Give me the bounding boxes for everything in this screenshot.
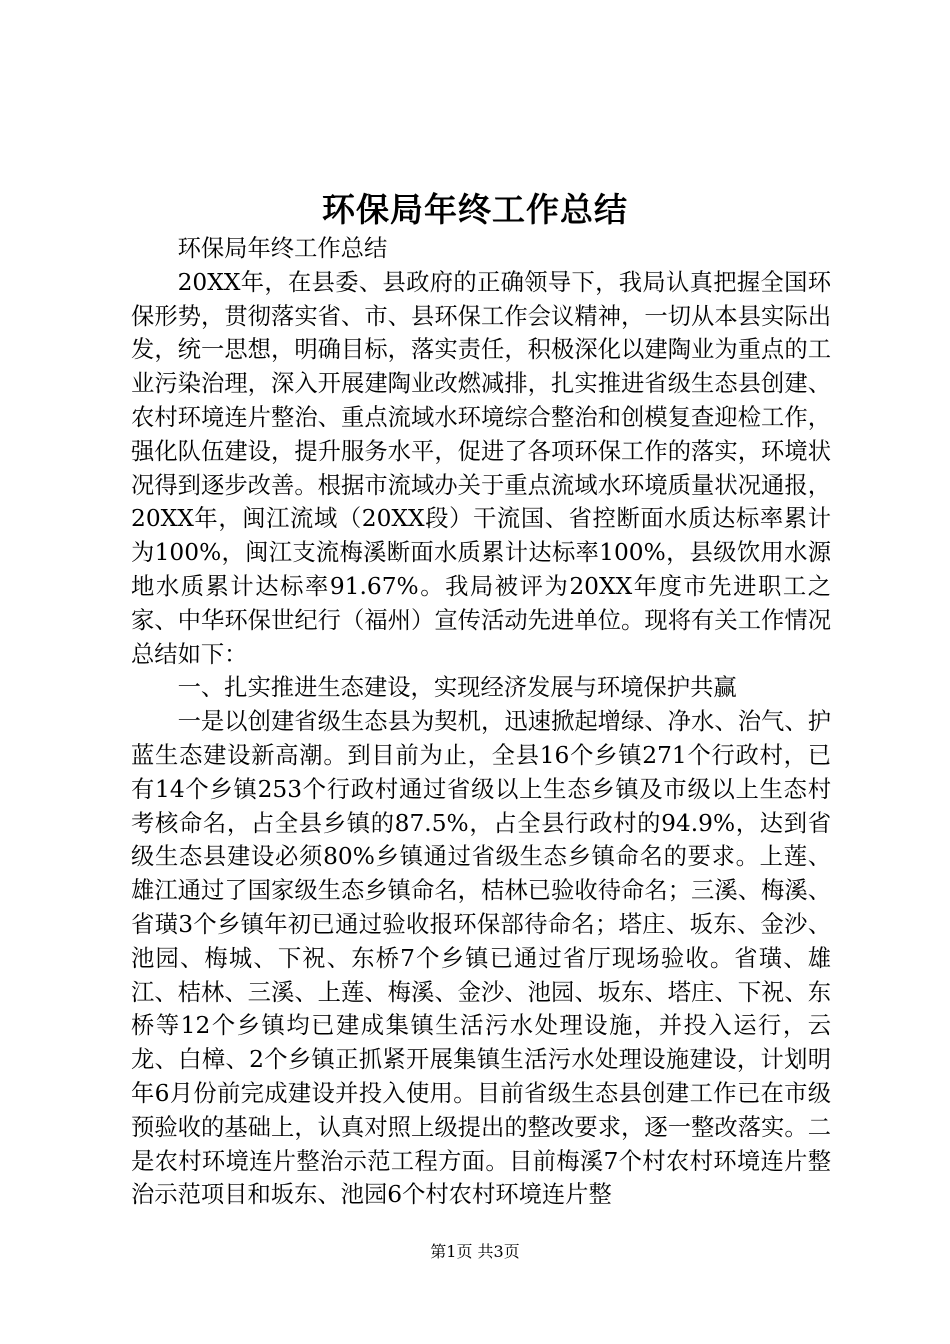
page-footer: 第1页 共3页 <box>430 1242 520 1261</box>
section-heading: 一、扎实推进生态建设，实现经济发展与环境保护共赢 <box>177 674 737 702</box>
intro-paragraph: 20XX年，在县委、县政府的正确领导下，我局认真把握全国环保形势，贯彻落实省、市、县环保工作会议精神，一切从本县实际出发，统一思想，明确目标，落实责任，积极深化以建陶业为重点的工业污染治理，深入开展建陶业改燃减排，扎实推进省级生态县创建、农村环境连片整治、重点流域水环境综合整治和创模复查迎检工作，强化队伍建设，提升服务水平，促进了各项环保工作的落实，环境状况得到逐步改善。根据市流域办关于重点流域水环境质量状况通报，20XX年，闽江流域（20XX段）干流国、省控断面水质达标率累计为100%，闽江支流梅溪断面水质累计达标率100%，县级饮用水源地水质累计达标率91.67%。我局被评为20XX年度市先进职工之家、中华环保世纪行（福州）宣传活动先进单位。现将有关工作情况总结如下： <box>131 268 831 668</box>
document-title: 环保局年终工作总结 <box>322 190 628 229</box>
document-body <box>131 232 831 1212</box>
body-paragraph: 一是以创建省级生态县为契机，迅速掀起增绿、净水、治气、护蓝生态建设新高潮。到目前为止，全县16个乡镇271个行政村，已有14个乡镇253个行政村通过省级以上生态乡镇及市级以上生态村考核命名，占全县乡镇的87.5%，占全县行政村的94.9%，达到省级生态县建设必须80%乡镇通过省级生态乡镇命名的要求。上莲、雄江通过了国家级生态乡镇命名，桔林已验收待命名；三溪、梅溪、省璜3个乡镇年初已通过验收报环保部待命名；塔庄、坂东、金沙、池园、梅城、下祝、东桥7个乡镇已通过省厅现场验收。省璜、雄江、桔林、三溪、上莲、梅溪、金沙、池园、坂东、塔庄、下祝、东桥等12个乡镇均已建成集镇生活污水处理设施，并投入运行，云龙、白樟、2个乡镇正抓紧开展集镇生活污水处理设施建设，计划明年6月份前完成建设并投入使用。目前省级生态县创建工作已在市级预验收的基础上，认真对照上级提出的整改要求，逐一整改落实。二是农村环境连片整治示范工程方面。目前梅溪7个村农村环境连片整治示范项目和坂东、池园6个村农村环境连片整 <box>131 708 831 1209</box>
subtitle-paragraph: 环保局年终工作总结 <box>177 235 388 262</box>
